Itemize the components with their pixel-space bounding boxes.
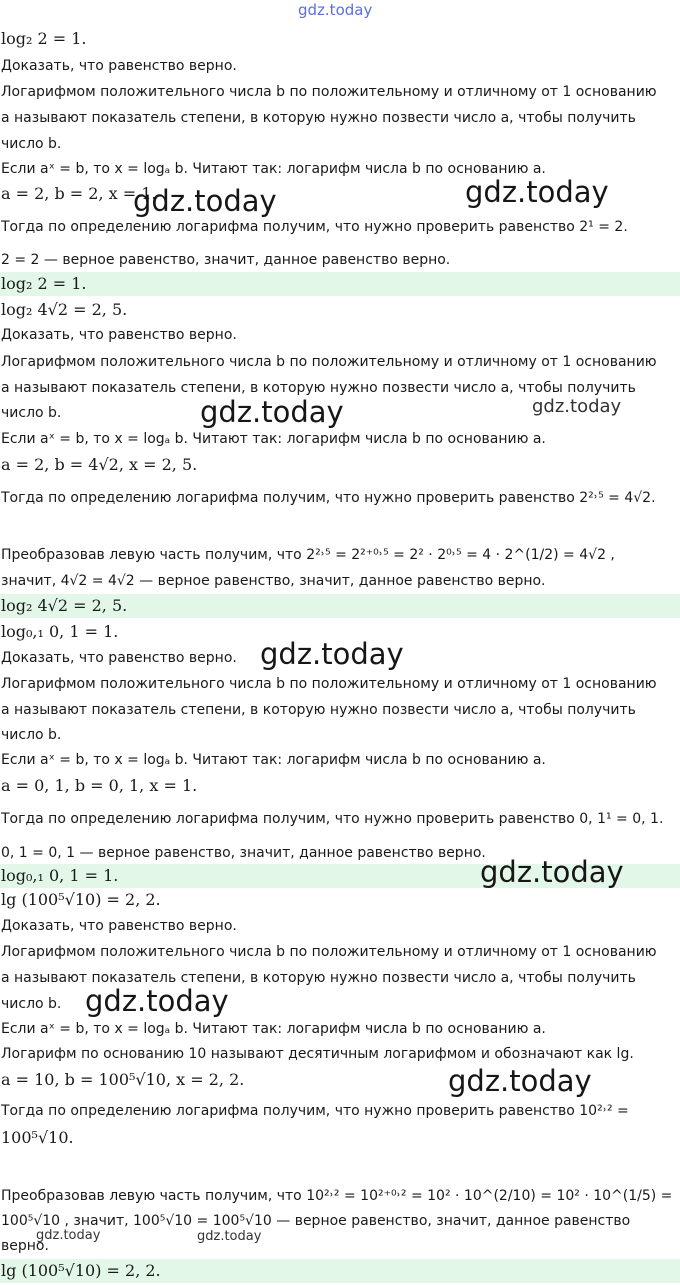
- text-line: [0, 543, 680, 567]
- text-line: [0, 1099, 680, 1123]
- text-line: [0, 888, 680, 912]
- line-text: a называют показатель степени, в которую нужно позвести число a, чтобы получить: [1, 970, 636, 986]
- text-line: [0, 323, 680, 347]
- formula: log₂ 4√2 = 2, 5.: [1, 300, 128, 319]
- formula: log₀,₁ 0, 1 = 1.: [1, 866, 119, 885]
- line-text: Доказать, что равенство верно.: [1, 58, 237, 74]
- line-text: число b.: [1, 996, 62, 1012]
- watermark: gdz.today: [133, 184, 277, 218]
- text-line: [0, 1184, 680, 1208]
- line-text: Логарифмом положительного числа b по положительному и отличному от 1 основанию: [1, 354, 657, 370]
- watermark: gdz.today: [448, 1064, 592, 1098]
- formula: a = 10, b = 100⁵√10, x = 2, 2.: [1, 1070, 245, 1089]
- formula: log₂ 4√2 = 2, 5.: [1, 596, 128, 615]
- text-line: [0, 106, 680, 130]
- line-text: 100⁵√10 , значит, 100⁵√10 = 100⁵√10 — верное равенство, значит, данное равенство: [1, 1213, 631, 1229]
- line-text: Преобразовав левую часть получим, что 2²˒⁵ = 2²⁺⁰˒⁵ = 2² · 2⁰˒⁵ = 4 · 2^(1/2) = 4√2 ,: [1, 547, 615, 563]
- watermark: gdz.today: [465, 175, 609, 209]
- line-text: 0, 1 = 0, 1 — верное равенство, значит, данное равенство верно.: [1, 845, 486, 861]
- text-line: [0, 1234, 680, 1258]
- text-line: [0, 1209, 680, 1233]
- text-line: [0, 427, 680, 451]
- formula: log₂ 2 = 1.: [1, 274, 87, 293]
- formula: log₂ 2 = 1.: [1, 29, 87, 48]
- formula: lg (100⁵√10) = 2, 2.: [1, 890, 161, 909]
- text-line: [0, 453, 680, 477]
- watermark: gdz.today: [85, 984, 229, 1018]
- answer-line: [0, 594, 680, 618]
- text-line: [0, 215, 680, 239]
- text-line: [0, 80, 680, 104]
- line-text: Если aˣ = b, то x = logₐ b. Читают так: логарифм числа b по основанию a.: [1, 1021, 546, 1037]
- watermark: gdz.today: [200, 395, 344, 429]
- text-line: [0, 1042, 680, 1066]
- line-text: Если aˣ = b, то x = logₐ b. Читают так: логарифм числа b по основанию a.: [1, 431, 546, 447]
- answer-line: [0, 272, 680, 296]
- text-line: [0, 940, 680, 964]
- line-text: a называют показатель степени, в которую нужно позвести число a, чтобы получить: [1, 110, 636, 126]
- line-text: Тогда по определению логарифма получим, что нужно проверить равенство 10²˒² =: [1, 1103, 629, 1119]
- text-line: [0, 569, 680, 593]
- text-line: [0, 723, 680, 747]
- line-text: Тогда по определению логарифма получим, что нужно проверить равенство 2²˒⁵ = 4√2.: [1, 490, 656, 506]
- line-text: значит, 4√2 = 4√2 — верное равенство, значит, данное равенство верно.: [1, 573, 546, 589]
- line-text: Преобразовав левую часть получим, что 10²˒² = 10²⁺⁰˒² = 10² · 10^(2/10) = 10² · 10^(1/5) =: [1, 1188, 673, 1204]
- formula: a = 2, b = 2, x = 1.: [1, 184, 157, 203]
- line-text: число b.: [1, 136, 62, 152]
- watermark: gdz.today: [480, 855, 624, 889]
- watermark: gdz.today: [36, 1228, 101, 1243]
- text-line: [0, 748, 680, 772]
- line-text: Логарифмом положительного числа b по положительному и отличному от 1 основанию: [1, 84, 657, 100]
- text-line: [0, 1017, 680, 1041]
- formula: log₀,₁ 0, 1 = 1.: [1, 622, 119, 641]
- text-line: [0, 914, 680, 938]
- line-text: Доказать, что равенство верно.: [1, 918, 237, 934]
- line-text: Логарифм по основанию 10 называют десятичным логарифмом и обозначают как lg.: [1, 1046, 634, 1062]
- text-line: [0, 54, 680, 78]
- text-line: [0, 27, 680, 51]
- text-line: [0, 298, 680, 322]
- line-text: число b.: [1, 727, 62, 743]
- text-line: [0, 807, 680, 831]
- formula: a = 2, b = 4√2, x = 2, 5.: [1, 455, 198, 474]
- line-text: Тогда по определению логарифма получим, что нужно проверить равенство 2¹ = 2.: [1, 219, 628, 235]
- line-text: Если aˣ = b, то x = logₐ b. Читают так: логарифм числа b по основанию a.: [1, 161, 546, 177]
- line-text: 2 = 2 — верное равенство, значит, данное равенство верно.: [1, 252, 451, 268]
- text-line: [0, 1126, 680, 1150]
- text-line: [0, 350, 680, 374]
- watermark: gdz.today: [532, 396, 622, 417]
- text-line: [0, 672, 680, 696]
- text-line: [0, 132, 680, 156]
- text-line: [0, 698, 680, 722]
- watermark: gdz.today: [197, 1229, 262, 1244]
- text-line: [0, 774, 680, 798]
- formula: lg (100⁵√10) = 2, 2.: [1, 1261, 161, 1280]
- line-text: Логарифмом положительного числа b по положительному и отличному от 1 основанию: [1, 944, 657, 960]
- formula: 100⁵√10.: [1, 1128, 74, 1147]
- line-text: верно.: [1, 1238, 49, 1254]
- text-line: [0, 248, 680, 272]
- line-text: число b.: [1, 405, 62, 421]
- line-text: Логарифмом положительного числа b по положительному и отличному от 1 основанию: [1, 676, 657, 692]
- answer-line: [0, 1259, 680, 1283]
- line-text: Доказать, что равенство верно.: [1, 327, 237, 343]
- watermark: gdz.today: [260, 637, 404, 671]
- line-text: Тогда по определению логарифма получим, что нужно проверить равенство 0, 1¹ = 0, 1.: [1, 811, 664, 827]
- formula: a = 0, 1, b = 0, 1, x = 1.: [1, 776, 198, 795]
- line-text: a называют показатель степени, в которую нужно позвести число a, чтобы получить: [1, 380, 636, 396]
- line-text: Доказать, что равенство верно.: [1, 650, 237, 666]
- watermark: gdz.today: [298, 1, 373, 19]
- line-text: Если aˣ = b, то x = logₐ b. Читают так: логарифм числа b по основанию a.: [1, 752, 546, 768]
- text-line: [0, 486, 680, 510]
- line-text: a называют показатель степени, в которую нужно позвести число a, чтобы получить: [1, 702, 636, 718]
